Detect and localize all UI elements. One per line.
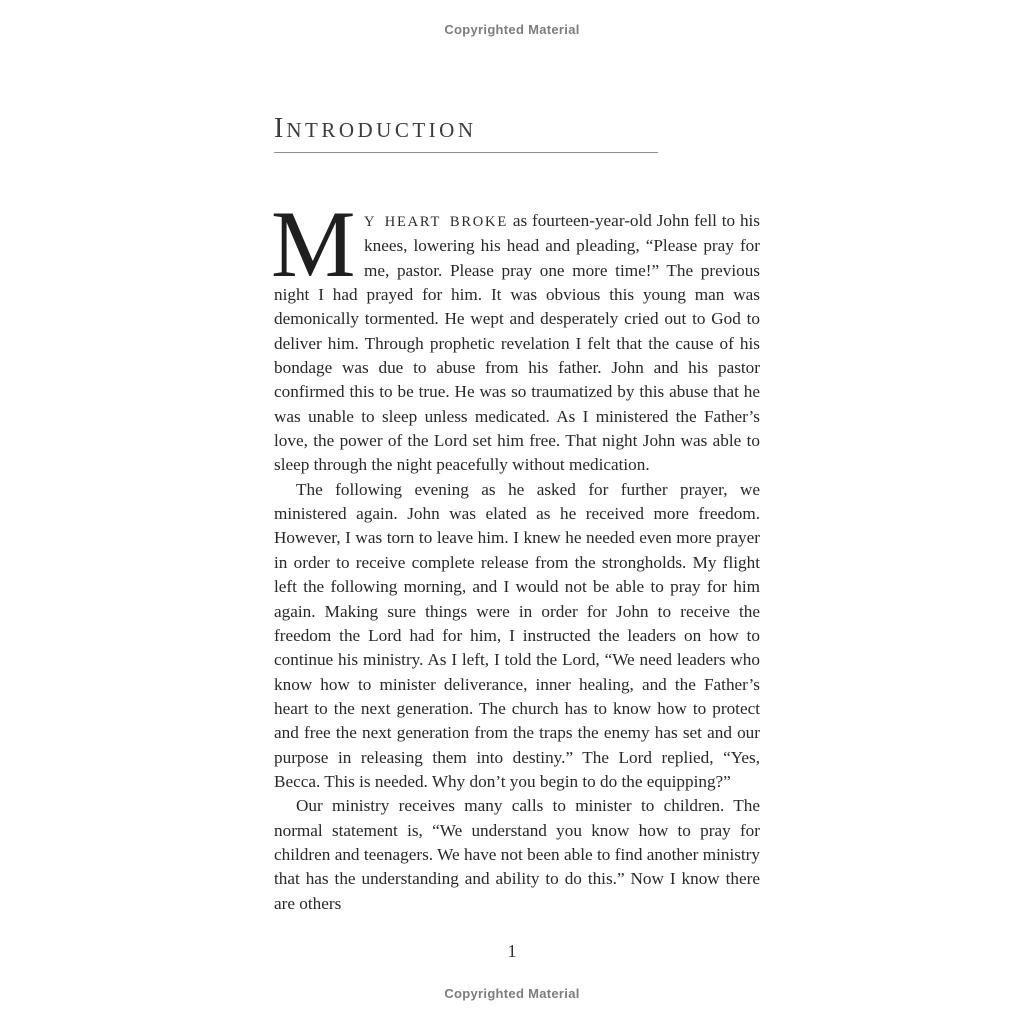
lead-in-small-caps: Y HEART BROKE (364, 214, 508, 230)
paragraph-1-text: as fourteen-year-old John fell to his knees, lowering his head and pleading, “Please pray for me, pastor. Please pray one more time!” The previous night I had prayed for him. It was obvious this young man was demonically tormented. He wept and desperately cried out to God to deliver him. Through prophetic revelation I felt that the cause of his bondage was due to abuse from his father. John and his pastor confirmed this to be true. He was so traumatized by this abuse that he was unable to sleep unless medicated. As I ministered the Father’s love, the power of the Lord set him free. That night John was able to sleep through the night peacefully without medication. (274, 211, 760, 475)
page-number: 1 (507, 941, 517, 961)
paragraph-3: Our ministry receives many calls to minister to children. The normal statement is, “We understand you know how to pray for children and teenagers. We have not been able to find another ministry that has the understanding and ability to do this.” Now I know there are others (274, 796, 760, 913)
chapter-body (271, 191, 760, 916)
copyright-notice-bottom: Copyrighted Material (444, 986, 580, 1001)
drop-cap-letter: M (271, 191, 356, 297)
page-content (271, 112, 760, 916)
title-underline-rule (274, 152, 658, 153)
copyright-notice-top: Copyrighted Material (444, 22, 580, 37)
chapter-title-rest: NTRODUCTION (286, 118, 477, 142)
chapter-title-initial: I (274, 113, 287, 144)
paragraph-2: The following evening as he asked for further prayer, we ministered again. John was elated as he received more freedom. However, I was torn to leave him. I knew he needed even more prayer in order to receive complete release from the strongholds. My flight left the following morning, and I would not be able to pray for him again. Making sure things were in order for John to receive the freedom the Lord had for him, I instructed the leaders on how to continue his ministry. As I left, I told the Lord, “We need leaders who know how to minister deliverance, inner healing, and the Father’s heart to the next generation. The church has to know how to protect and free the next generation from the traps the enemy has set and our purpose in releasing them into destiny.” The Lord replied, “Yes, Becca. This is needed. Why don’t you begin to do the equipping?” (274, 479, 760, 791)
chapter-title (274, 112, 760, 144)
